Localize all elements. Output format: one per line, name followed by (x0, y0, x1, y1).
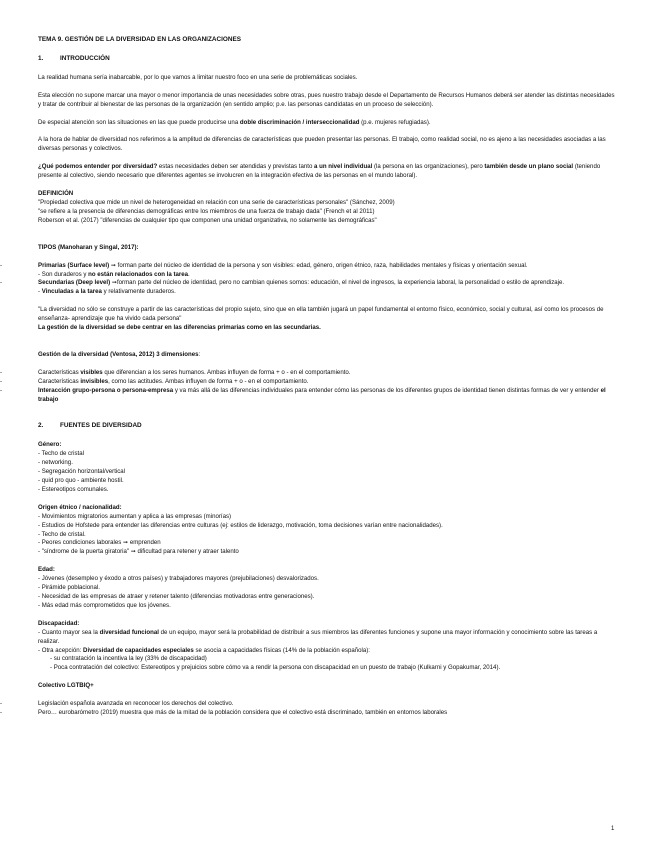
text: - Cuanto mayor sea la (38, 628, 100, 636)
list-item-primarias (38, 262, 618, 271)
arrow-icon: ➞ (111, 279, 117, 287)
bold-text: visibles (80, 368, 103, 376)
text: De especial atención son las situaciones en las que puede producirse una (38, 118, 240, 126)
list-subline (38, 271, 618, 280)
bold-text: Diversidad de capacidades especiales (83, 646, 194, 654)
intro-paragraph-5 (38, 163, 618, 181)
list-item (38, 629, 618, 647)
text: , como las actitudes. Ambas influyen de forma + o - en el comportamiento. (108, 377, 309, 385)
intro-paragraph-4: A la hora de hablar de diversidad nos referimos a la amplitud de diferencias de características que pueden presentar las personas. El trabajo, como realidad social, no es ajeno a las necesidades asociadas a las diversas personas y colectivos. (38, 136, 606, 153)
list-item (38, 369, 618, 378)
text: - Son duraderos y (38, 270, 89, 278)
bold-text: Primarias (Surface level) (38, 261, 111, 269)
text: . (188, 270, 190, 278)
text: de un equipo, mayor será la probabilidad de distribuir a sus miembros las diferentes funciones y supone una mayor información y conocimiento sobre las tareas a realizar. (38, 628, 598, 645)
section-title: INTRODUCCIÓN (60, 54, 110, 62)
list-item: - Peores condiciones laborales ➞ emprenden (38, 539, 161, 547)
bold-text: Vinculadas a la tarea (41, 288, 102, 296)
bold-text: Género (38, 441, 60, 449)
intro-paragraph-1: La realidad humana sería inabarcable, por lo que vamos a limitar nuestro foco en una serie de problemáticas sociales. (38, 73, 358, 81)
genero-list (38, 450, 618, 495)
list-item: - Pero… eurobarómetro (2019) muestra que más de la mitad de la población considera que el colectivo está discriminado, también en entornos laborales (38, 709, 618, 718)
text: - Otra acepción: (38, 646, 84, 654)
bold-text: Gestión de la diversidad (Ventosa, 2012) 3 dimensiones (38, 350, 199, 358)
list-subline (38, 288, 618, 297)
bold-text: diversidad funcional (99, 628, 159, 636)
text: : (59, 441, 62, 449)
definition-line-3: Roberson et al. (2017) "diferencias de cualquier tipo que componen una unidad organizativa, no solamente las demográficas" (38, 216, 377, 224)
bold-text: Interacción grupo-persona o persona-empresa (38, 386, 174, 394)
list-item: - Movimientos migratorios aumentan y aplica a las empresas (minorías) (38, 512, 232, 520)
list-item (38, 387, 618, 405)
text: - (38, 288, 42, 296)
bold-text: Edad (38, 566, 53, 574)
list-subitem: - su contratación la incentiva la ley (33% de discapacidad) (50, 655, 207, 663)
bold-text: invisibles (80, 377, 109, 385)
text: Características (38, 377, 81, 385)
definition-line-1: "Propiedad colectiva que mide un nivel de heterogeneidad en relación con una serie de características personales" (Sánchez, 2009) (38, 198, 395, 206)
list-item (38, 647, 618, 656)
list-item: - Segregación horizontal/vertical (38, 468, 126, 476)
page-number: 1 (611, 826, 615, 832)
list-item-secundarias (38, 279, 618, 288)
list-item: - quid pro quo - ambiente hostil. (38, 477, 124, 484)
edad-list (38, 575, 618, 611)
tipos-heading: TIPOS (Manoharan y Singal, 2017): (38, 243, 139, 251)
section-number: 1. (38, 54, 44, 62)
lgtbiq-heading: Colectivo LGTBIQ+ (38, 682, 94, 690)
origen-list (38, 513, 618, 558)
text: (la persona en las organizaciones), pero (372, 163, 485, 171)
genero-heading (38, 441, 618, 450)
text: (teniendo presente al colectivo, siendo necesario que diferentes agentes se involucren en la integración efectiva de las personas en el mundo laboral). (38, 163, 601, 180)
document-title: TEMA 9. GESTIÓN DE LA DIVERSIDAD EN LAS ORGANIZACIONES (38, 36, 241, 43)
list-item: - "síndrome de la puerta giratoria" ➞ dificultad para retener y atraer talento (38, 548, 239, 556)
text: y va más allá de las diferencias individuales para entender cómo las personas de los diferentes grupos de identidad tienen distintas formas de ver y entender (173, 386, 601, 394)
bold-text: a un nivel individual (314, 163, 373, 171)
text: se asocia a capacidades físicas (14% de la población española): (193, 646, 370, 654)
list-item: - Jóvenes (desempleo y éxodo a otros países) y trabajadores mayores (prejubilaciones) desvalorizados. (38, 575, 319, 583)
intro-paragraph-3 (38, 119, 618, 128)
text: Características (38, 368, 81, 376)
section-1-heading (38, 55, 618, 64)
arrow-icon: ➞ (110, 261, 116, 269)
text: : (52, 566, 55, 574)
text: : (198, 350, 201, 358)
bold-text: ¿Qué podemos entender por diversidad? (38, 163, 158, 171)
list-item: - Más edad más comprometidos que los jóvenes. (38, 601, 171, 609)
discapacidad-heading (38, 620, 618, 629)
document-page (38, 36, 618, 718)
list-item: - Necesidad de las empresas de atraer y retener talento (diferencias motivadoras entre generaciones). (38, 592, 315, 600)
list-item: - networking. (38, 459, 73, 467)
bold-text: doble discriminación / interseccionalidad (239, 118, 360, 126)
text: forman parte del núcleo de identidad, pero no cambian quienes somos: educación, el nivel de ingresos, la experiencia laboral, la personalidad o estilo de aprendizaje. (116, 279, 565, 287)
section-title: FUENTES DE DIVERSIDAD (60, 422, 142, 430)
list-item (38, 378, 618, 387)
list-item: - Estudios de Hofstede para entender las diferencias entre culturas (ej: estilos de liderazgo, motivación, toma decisiones varían entre nacionalidades). (38, 521, 443, 529)
text: (p.e. mujeres refugiadas). (359, 118, 431, 126)
definition-line-2: "se refiere a la presencia de diferencias demográficas entre los miembros de una fuerza de trabajo dada" (French et al 2011) (38, 207, 375, 215)
text: y relativamente duraderos. (101, 288, 176, 296)
list-subitem: - Poca contratación del colectivo: Estereotipos y prejuicios sobre cómo va a rendir la persona con discapacidad en un puesto de trabajo (Kulkarni y Gopakumar, 2014). (50, 664, 501, 672)
ventosa-heading (38, 351, 618, 360)
edad-heading (38, 566, 618, 575)
text: que diferencian a los seres humanos. Ambas influyen de forma + o - en el comportamiento. (102, 368, 351, 376)
bold-text: Discapacidad (38, 619, 78, 627)
list-item: - Techo de cristal. (38, 530, 86, 538)
definicion-heading: DEFINICIÓN (38, 190, 74, 198)
text: : (119, 503, 122, 511)
text: forman parte del núcleo de identidad de la persona y son visibles: edad, género, origen étnico, raza, habilidades mentales y físicas y orientación sexual. (115, 261, 528, 269)
bold-text: el trabajo (38, 386, 606, 403)
tipos-conclusion (38, 324, 618, 333)
list-item: - Pirámide poblacional. (38, 584, 100, 592)
list-item: - Estereotipos comunales. (38, 485, 109, 493)
tipos-quote: "La diversidad no sólo se construye a partir de las características del propio sujeto, sino que en ella también jugará un papel fundamental el entorno físico, económico, social y cultural, así como los procesos de enseñanza- aprendizaje que ha vivido cada persona" (38, 306, 604, 323)
bold-text: Secundarias (Deep level) (38, 279, 112, 287)
list-item: - Techo de cristal (38, 450, 84, 458)
section-2-heading (38, 422, 618, 431)
origen-heading (38, 504, 618, 513)
intro-paragraph-2: Esta elección no supone marcar una mayor o menor importancia de unas necesidades sobre otras, pues nuestro trabajo desde el Departamento de Recursos Humanos deberá ser atender las distintas necesidades y tratar de contribuir al bienestar de las personas de la organización (en sentido amplio; p.e. las personas candidatas en un proceso de selección). (38, 91, 615, 108)
bold-text: Origen étnico / nacionalidad (38, 503, 120, 511)
bold-text: también desde un plano social (484, 163, 574, 171)
list-item: - Legislación española avanzada en reconocer los derechos del colectivo. (38, 700, 618, 709)
text: estas necesidades deben ser atendidas y previstas tanto (157, 163, 315, 171)
section-number: 2. (38, 422, 44, 430)
bold-text: no están relacionados con la tarea (88, 270, 189, 278)
text: : (77, 619, 80, 627)
bold-text: La gestión de la diversidad se debe centrar en las diferencias primarias como en las secundarias. (38, 324, 321, 332)
